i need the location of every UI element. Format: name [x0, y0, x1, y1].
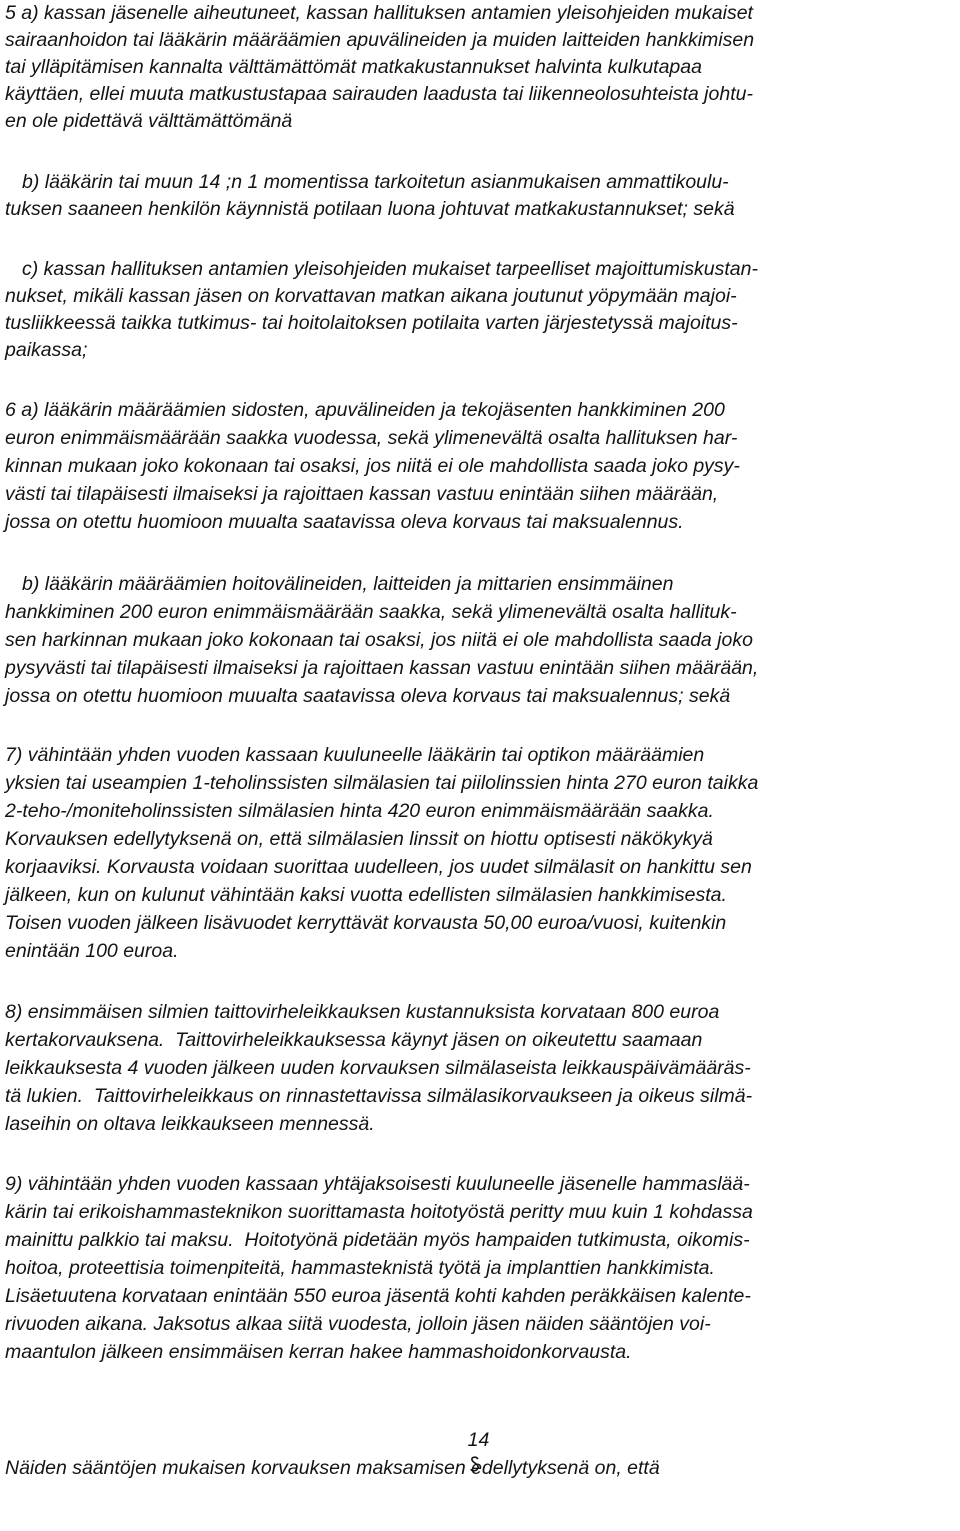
- text-line: Näiden sääntöjen mukaisen korvauksen maksamisen edellytyksenä on, että: [5, 1457, 660, 1479]
- text-line: b) lääkärin tai muun 14 ;n 1 momentissa tarkoitetun asianmukaisen ammattikoulu-: [22, 171, 729, 193]
- text-line: kertakorvauksena. Taittovirheleikkauksessa käynyt jäsen on oikeutettu saamaan: [5, 1029, 703, 1051]
- text-line: tusliikkeessä taikka tutkimus- tai hoitolaitoksen potilaita varten järjestetyssä majoitus-: [5, 312, 738, 334]
- text-line: Korvauksen edellytyksenä on, että silmälasien linssit on hiottu optisesti näkökykyä: [5, 828, 713, 850]
- text-line: 5 a) kassan jäsenelle aiheutuneet, kassan hallituksen antamien yleisohjeiden mukaiset: [5, 2, 753, 24]
- text-line: 9) vähintään yhden vuoden kassaan yhtäjaksoisesti kuuluneelle jäsenelle hammaslää-: [5, 1173, 750, 1195]
- text-line: sen harkinnan mukaan joko kokonaan tai osaksi, jos niitä ei ole mahdollista saada joko: [5, 629, 753, 651]
- text-line: käyttäen, ellei muuta matkustustapaa sairauden laadusta tai liikenneolosuhteista johtu-: [5, 83, 753, 105]
- text-line: 7) vähintään yhden vuoden kassaan kuuluneelle lääkärin tai optikon määräämien: [5, 744, 705, 766]
- text-line: tä lukien. Taittovirheleikkaus on rinnastettavissa silmälasikorvaukseen ja oikeus silmä-: [5, 1085, 753, 1107]
- text-line: mainittu palkkio tai maksu. Hoitotyönä pidetään myös hampaiden tutkimusta, oikomis-: [5, 1229, 750, 1251]
- text-line: 6 a) lääkärin määräämien sidosten, apuvälineiden ja tekojäsenten hankkiminen 200: [5, 399, 725, 421]
- section-number: 14: [467, 1429, 490, 1451]
- text-line: Toisen vuoden jälkeen lisävuodet kerryttävät korvausta 50,00 euroa/vuosi, kuitenkin: [5, 912, 727, 934]
- text-line: enintään 100 euroa.: [5, 940, 179, 962]
- text-line: 8) ensimmäisen silmien taittovirheleikkauksen kustannuksista korvataan 800 euroa: [5, 1001, 720, 1023]
- text-line: kinnan mukaan joko kokonaan tai osaksi, jos niitä ei ole mahdollista saada joko pysy-: [5, 455, 740, 477]
- text-line: euron enimmäismäärään saakka vuodessa, sekä ylimenevältä osalta hallituksen har-: [5, 427, 738, 449]
- text-line: paikassa;: [5, 339, 88, 361]
- text-line: hoitoa, proteettisia toimenpiteitä, hammasteknistä työtä ja implanttien hankkimista.: [5, 1257, 715, 1279]
- text-line: pysyvästi tai tilapäisesti ilmaiseksi ja rajoittaen kassan vastuu enintään siihen määrään,: [5, 657, 759, 679]
- text-line: kärin tai erikoishammasteknikon suorittamasta hoitotyöstä peritty muu kuin 1 kohdassa: [5, 1201, 753, 1223]
- text-line: rivuoden aikana. Jaksotus alkaa siitä vuodesta, jolloin jäsen näiden sääntöjen voi-: [5, 1313, 711, 1335]
- text-line: tai ylläpitämisen kannalta välttämättömät matkakustannukset halvinta kulkutapaa: [5, 56, 702, 78]
- text-line: jossa on otettu huomioon muualta saatavissa oleva korvaus tai maksualennus; sekä: [5, 685, 731, 707]
- text-line: laseihin on oltava leikkaukseen mennessä.: [5, 1113, 375, 1135]
- text-line: c) kassan hallituksen antamien yleisohjeiden mukaiset tarpeelliset majoittumiskustan-: [22, 258, 758, 280]
- text-line: en ole pidettävä välttämättömänä: [5, 110, 293, 132]
- text-line: 2-teho-/moniteholinssisten silmälasien hinta 420 euron enimmäismäärään saakka.: [5, 800, 714, 822]
- text-line: jossa on otettu huomioon muualta saatavissa oleva korvaus tai maksualennus.: [5, 511, 684, 533]
- text-line: nukset, mikäli kassan jäsen on korvattavan matkan aikana joutunut yöpymään majoi-: [5, 285, 737, 307]
- text-line: yksien tai useampien 1-teholinssisten silmälasien tai piilolinssien hinta 270 euron taikka: [5, 772, 759, 794]
- text-line: leikkauksesta 4 vuoden jälkeen uuden korvauksen silmälaseista leikkauspäivämääräs-: [5, 1057, 751, 1079]
- text-line: korjaaviksi. Korvausta voidaan suorittaa uudelleen, jos uudet silmälasit on hankittu sen: [5, 856, 752, 878]
- text-line: hankkiminen 200 euron enimmäismäärään saakka, sekä ylimenevältä osalta hallituk-: [5, 601, 737, 623]
- text-line: västi tai tilapäisesti ilmaiseksi ja rajoittaen kassan vastuu enintään siihen määrään,: [5, 483, 719, 505]
- text-line: tuksen saaneen henkilön käynnistä potilaan luona johtuvat matkakustannukset; sekä: [5, 198, 735, 220]
- text-line: Lisäetuutena korvataan enintään 550 euroa jäsentä kohti kahden peräkkäisen kalente-: [5, 1285, 751, 1307]
- text-line: b) lääkärin määräämien hoitovälineiden, laitteiden ja mittarien ensimmäinen: [22, 573, 674, 595]
- text-line: maantulon jälkeen ensimmäisen kerran hakee hammashoidonkorvausta.: [5, 1341, 632, 1363]
- text-line: jälkeen, kun on kulunut vähintään kaksi vuotta edellisten silmälasien hankkimisesta.: [5, 884, 727, 906]
- text-line: sairaanhoidon tai lääkärin määräämien apuvälineiden ja muiden laitteiden hankkimisen: [5, 29, 755, 51]
- section-heading: [446, 1401, 489, 1505]
